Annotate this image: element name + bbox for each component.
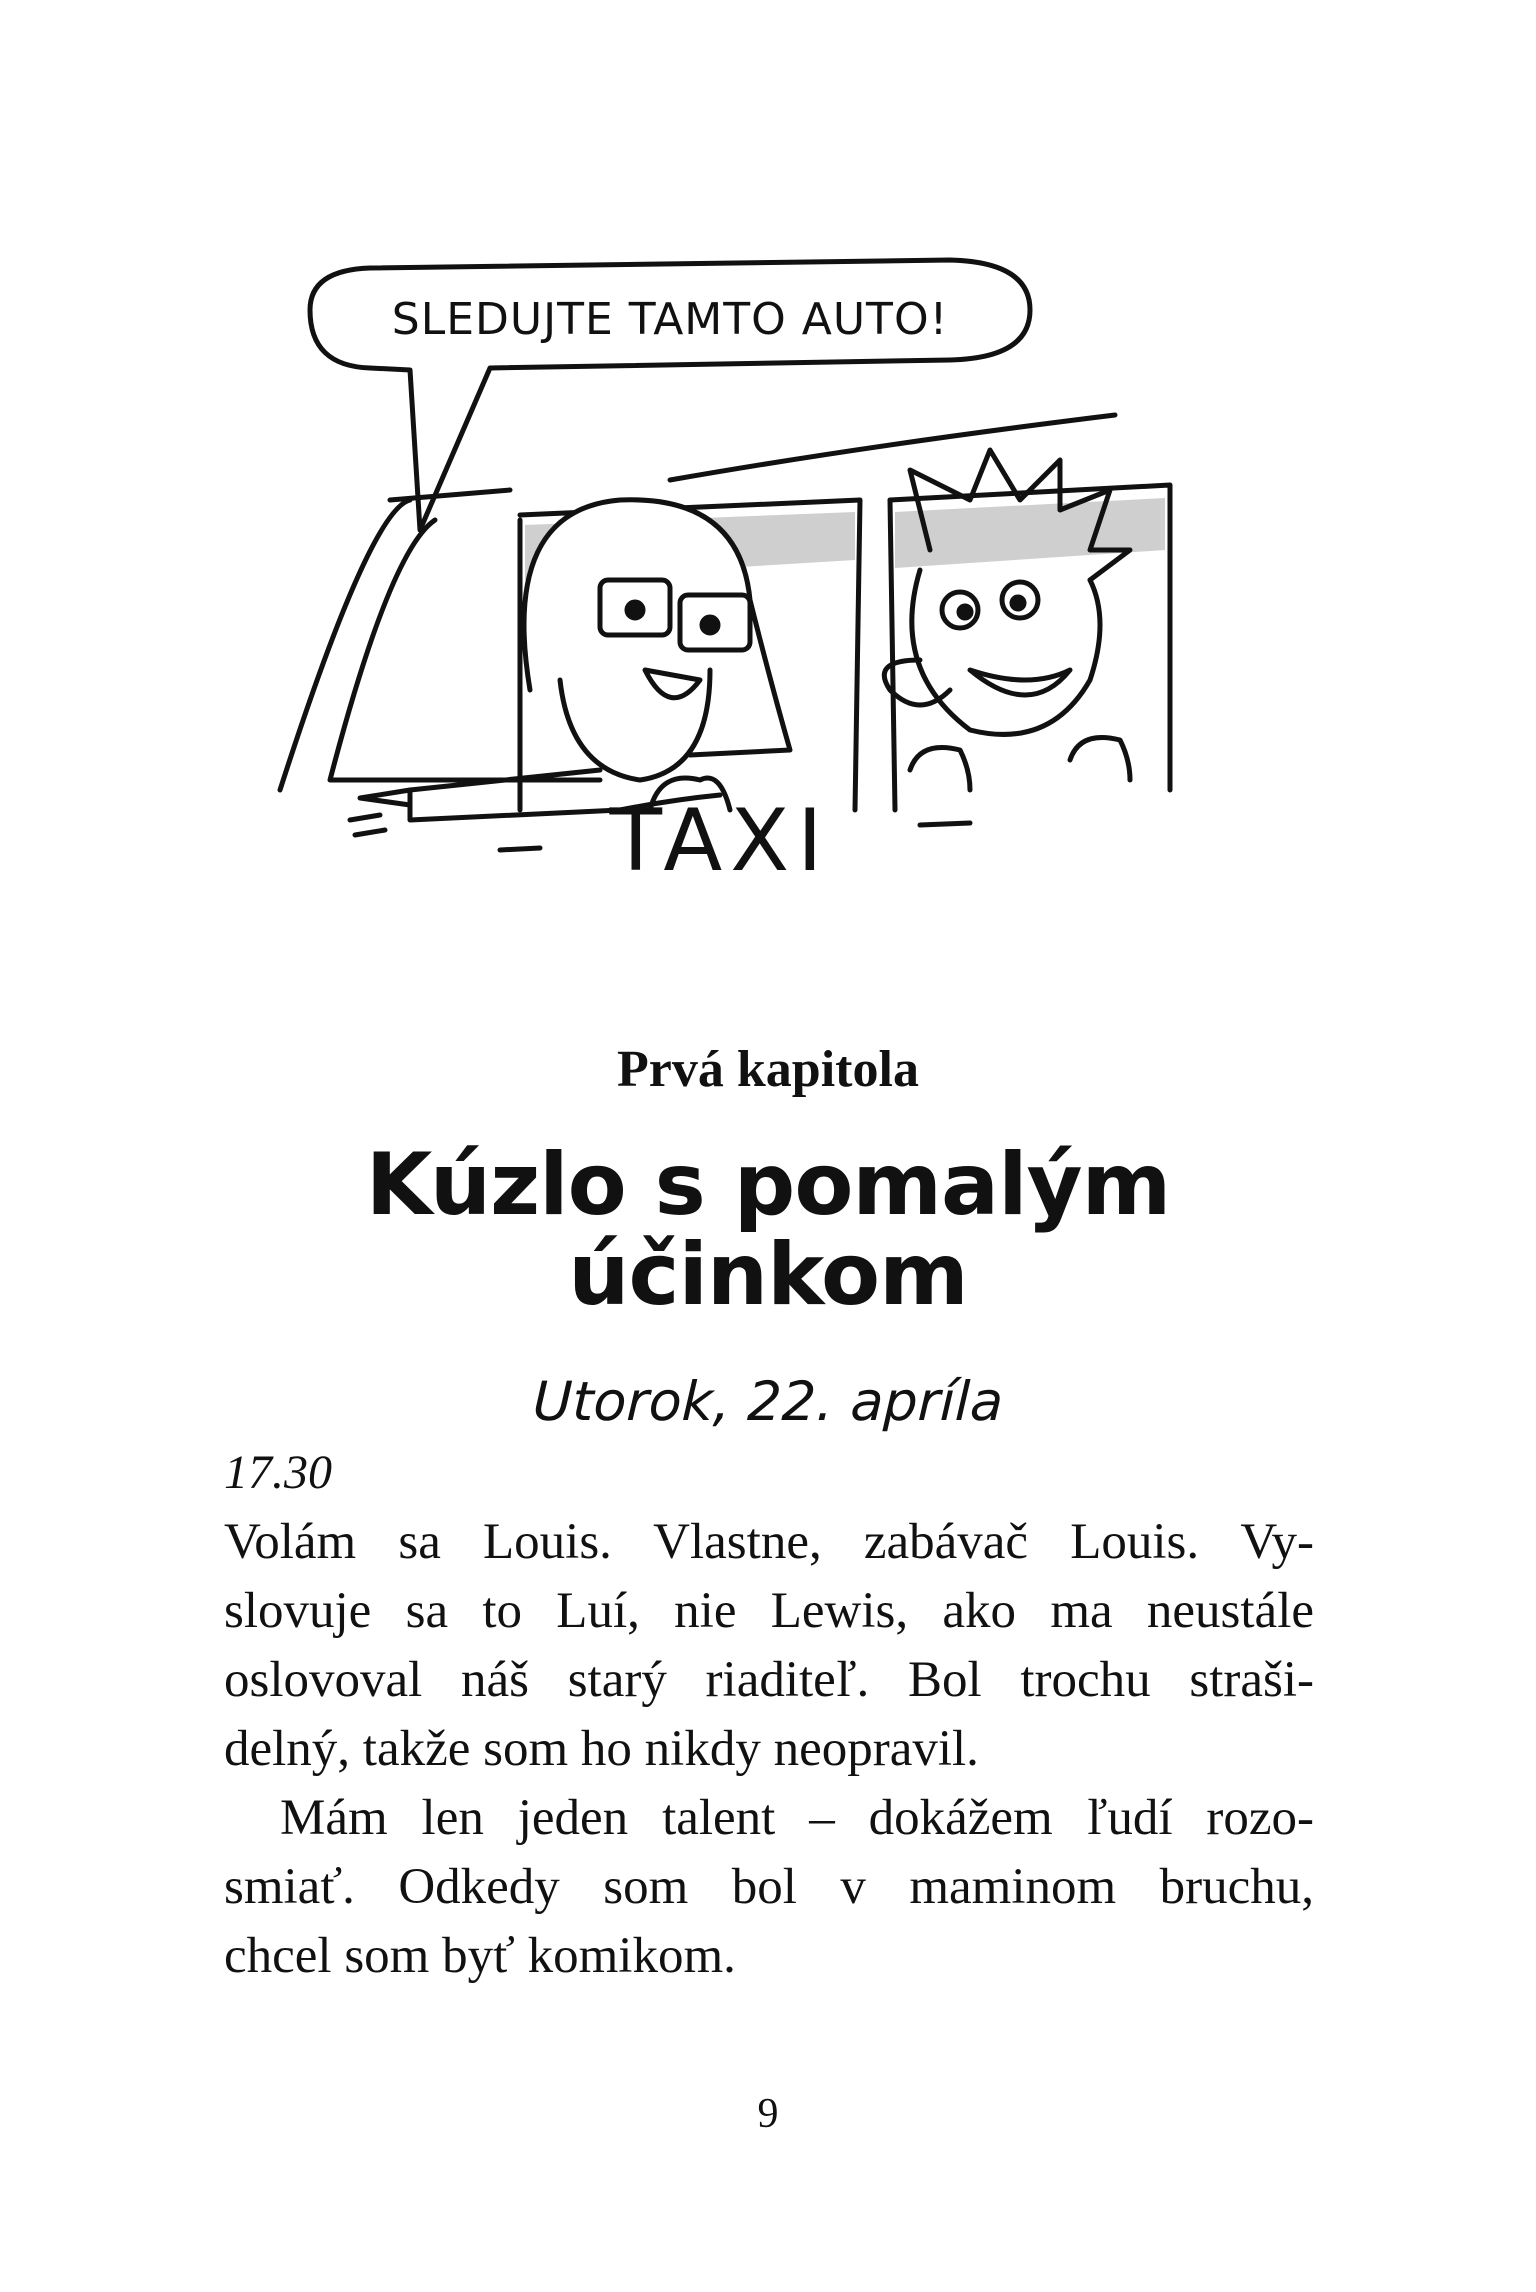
text-line: Volám sa Louis. Vlastne, zabávač Louis. Vy- (224, 1514, 1314, 1570)
page-number: 9 (757, 2091, 779, 2137)
chapter-title (300, 1135, 1236, 1325)
speech-bubble-text: SLEDUJTE TAMTO AUTO! (391, 294, 949, 345)
text-line: Mám len jeden talent – dokážem ľudí rozo- (280, 1790, 1314, 1846)
paragraph (224, 1508, 1314, 1784)
chapter-title-line: účinkom (568, 1225, 968, 1325)
text-line: chcel som byť komikom. (224, 1928, 736, 1984)
time-label: 17.30 (224, 1446, 332, 1499)
chapter-title-line: Kúzlo s pomalým (365, 1135, 1171, 1235)
body-text (224, 1508, 1314, 1991)
text-line: smiať. Odkedy som bol v maminom bruchu, (224, 1859, 1314, 1915)
text-line: delný, takže som ho nikdy neopravil. (224, 1721, 979, 1777)
text-line: slovuje sa to Luí, nie Lewis, ako ma neustále (224, 1583, 1314, 1639)
text-line: oslovoval náš starý riaditeľ. Bol trochu straši- (224, 1652, 1314, 1708)
chapter-label: Prvá kapitola (617, 1041, 919, 1098)
taxi-illustration (270, 250, 1270, 950)
paragraph (224, 1784, 1314, 1991)
date-heading: Utorok, 22. apríla (531, 1370, 1005, 1433)
taxi-sign-text: TAXI (609, 791, 831, 891)
